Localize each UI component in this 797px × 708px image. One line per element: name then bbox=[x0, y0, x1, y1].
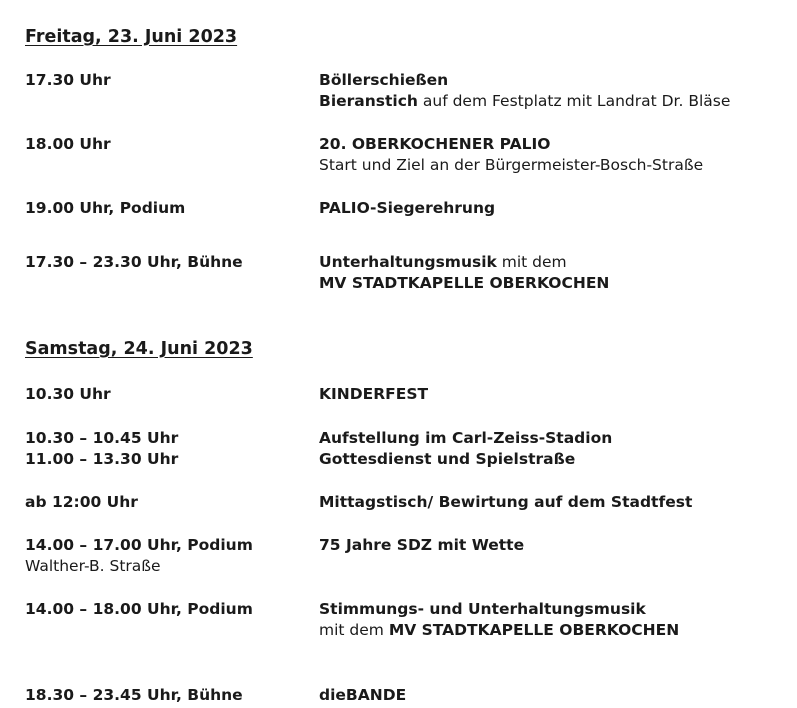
event-description bbox=[319, 599, 789, 641]
event-title: KINDERFEST bbox=[319, 385, 429, 403]
event-title: PALIO-Siegerehrung bbox=[319, 199, 496, 217]
event-detail bbox=[319, 91, 789, 112]
event-title: 75 Jahre SDZ mit Wette bbox=[319, 536, 525, 554]
event-time-group bbox=[25, 535, 310, 577]
event-time: 17.30 Uhr bbox=[25, 71, 111, 89]
friday-heading: Freitag, 23. Juni 2023 bbox=[25, 27, 238, 47]
event-detail-text: auf dem Festplatz mit Landrat Dr. Bläse bbox=[417, 92, 731, 110]
event-title-text: mit dem bbox=[496, 253, 567, 271]
event-detail-text: mit dem bbox=[319, 621, 389, 639]
event-title: 20. OBERKOCHENER PALIO bbox=[319, 135, 551, 153]
event-title: Gottesdienst und Spielstraße bbox=[319, 450, 576, 468]
event-detail-bold: MV STADTKAPELLE OBERKOCHEN bbox=[388, 621, 680, 639]
event-time: 14.00 – 18.00 Uhr, Podium bbox=[25, 600, 253, 618]
event-location: Walther-B. Straße bbox=[25, 557, 161, 575]
event-detail: MV STADTKAPELLE OBERKOCHEN bbox=[319, 274, 610, 292]
event-description bbox=[319, 492, 789, 513]
event-time: 14.00 – 17.00 Uhr, Podium bbox=[25, 536, 253, 554]
event-time: 18.00 Uhr bbox=[25, 135, 111, 153]
event-detail: Start und Ziel an der Bürgermeister-Bosch-Straße bbox=[319, 156, 704, 174]
event-time: 18.30 – 23.45 Uhr, Bühne bbox=[25, 686, 243, 704]
event-title-bold: Unterhaltungsmusik bbox=[319, 253, 497, 271]
event-description bbox=[319, 428, 789, 470]
event-detail-bold: Bieranstich bbox=[319, 92, 418, 110]
event-detail bbox=[319, 620, 789, 641]
event-description bbox=[319, 252, 789, 294]
event-time: 11.00 – 13.30 Uhr bbox=[25, 450, 179, 468]
event-title: Böllerschießen bbox=[319, 71, 449, 89]
event-time: 19.00 Uhr, Podium bbox=[25, 199, 186, 217]
event-time: ab 12:00 Uhr bbox=[25, 493, 138, 511]
event-description bbox=[319, 198, 789, 219]
saturday-heading: Samstag, 24. Juni 2023 bbox=[25, 339, 253, 359]
event-description bbox=[319, 70, 789, 112]
event-title bbox=[319, 252, 789, 273]
event-description bbox=[319, 384, 789, 405]
event-title: dieBANDE bbox=[319, 686, 407, 704]
event-time: 10.30 Uhr bbox=[25, 385, 111, 403]
event-description bbox=[319, 685, 789, 706]
event-title: Mittagstisch/ Bewirtung auf dem Stadtfest bbox=[319, 493, 693, 511]
event-time: 10.30 – 10.45 Uhr bbox=[25, 429, 179, 447]
event-title: Aufstellung im Carl-Zeiss-Stadion bbox=[319, 429, 613, 447]
event-description bbox=[319, 134, 789, 176]
event-time: 17.30 – 23.30 Uhr, Bühne bbox=[25, 253, 243, 271]
event-time-group bbox=[25, 428, 310, 470]
event-description bbox=[319, 535, 789, 556]
event-title: Stimmungs- und Unterhaltungsmusik bbox=[319, 600, 646, 618]
